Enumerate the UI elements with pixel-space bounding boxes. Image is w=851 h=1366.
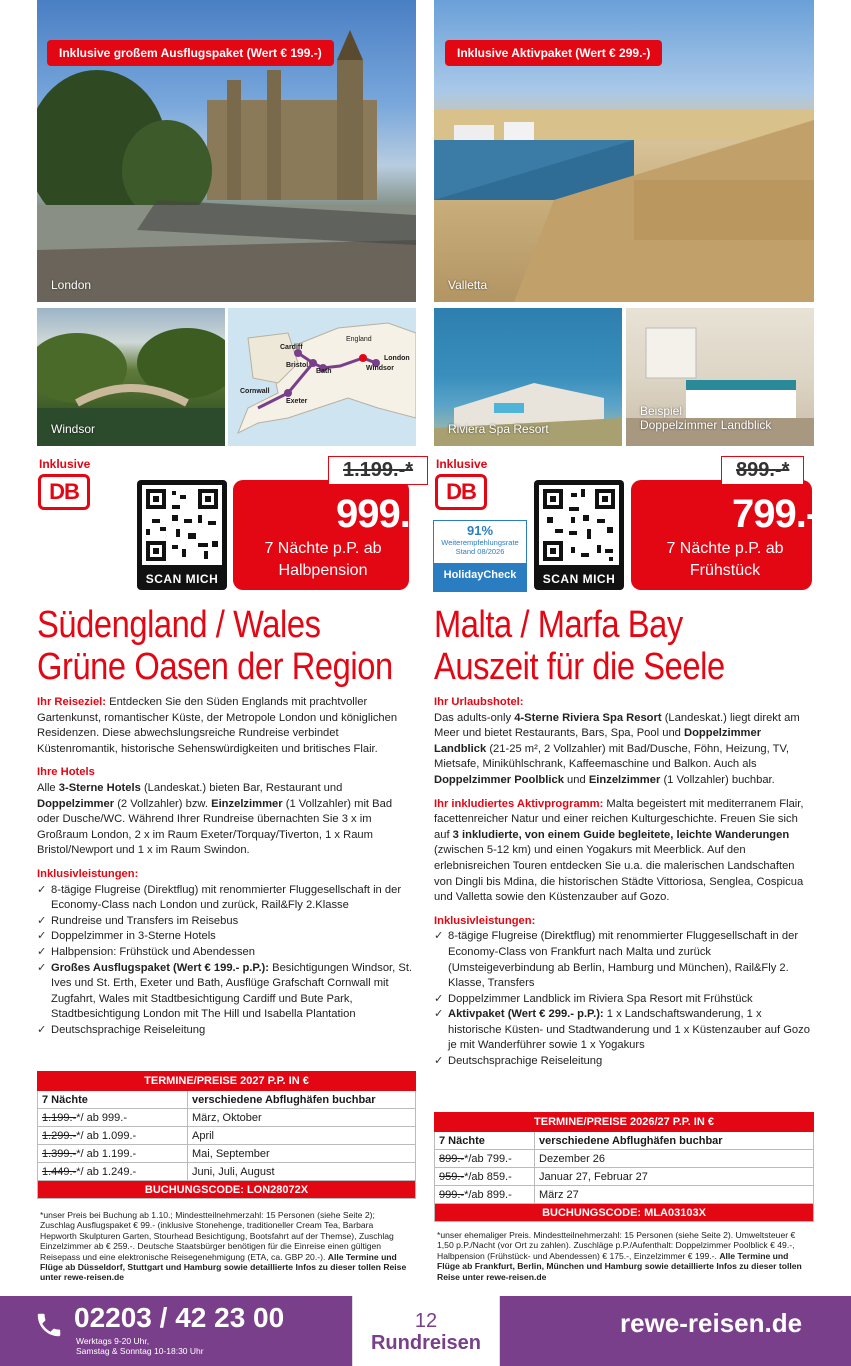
left-inkl-item: ✓ Doppelzimmer in 3-Sterne Hotels — [37, 929, 416, 945]
right-inklusive-label: Inklusive — [436, 457, 488, 471]
left-new-price: 999.- — [336, 492, 423, 536]
right-old-price: 899.-* — [721, 456, 804, 485]
table-row: 1.399.-*/ ab 1.199.- Mai, September — [38, 1145, 416, 1163]
right-inkl-item: ✓ Aktivpaket (Wert € 299.- p.P.): 1 x Landschaftswanderung, 1 x historische Küsten- und Stadtwanderung und 1 x Küstenzauber auf Gozo je mit Wanderführer sowie 1 x Yogakurs — [434, 1007, 814, 1054]
riviera-caption: Riviera Spa Resort — [448, 422, 549, 436]
right-nights-text: 7 Nächte p.P. ab Frühstück — [666, 540, 784, 579]
right-scan-label: SCAN MICH — [542, 572, 616, 586]
left-scan-label: SCAN MICH — [145, 572, 219, 586]
page-number: 12 — [414, 1310, 438, 1332]
right-qr-code[interactable] — [534, 480, 624, 590]
map-label-cornwall: Cornwall — [240, 388, 270, 395]
table-row: 999.-*/ab 899.- März 27 — [435, 1186, 814, 1204]
section-name: Rundreisen — [370, 1332, 482, 1354]
office-hours: Werktags 9-20 Uhr, Samstag & Sonntag 10-18:30 Uhr — [76, 1336, 204, 1356]
left-inkl-item: ✓ Großes Ausflugspaket (Wert € 199.- p.P.): Besichtigungen Windsor, St. Ives und St. Erth, Exeter und Bath, Ausflüge Grafschaft Cornwall mit Zugfahrt, Wales mit Stadtbesichtigung Cardiff und Bute Park, Stadtbesichtigung London mit The Hill und Isabella Plantation — [37, 961, 416, 1023]
right-title-2: Auszeit für die Seele — [434, 646, 725, 688]
right-price-table: TERMINE/PREISE 2026/27 P.P. IN € 7 Nächte verschiedene Abflughäfen buchbar 899.-*/ab 799.- Dezember 26 959.-*/ab 859.- Januar 27, Februar 27 999.-*/ab 899.- März 27 BUCHUNGSCODE: MLA03103X — [434, 1112, 814, 1222]
right-booking-code: BUCHUNGSCODE: MLA03103X — [435, 1204, 814, 1222]
valletta-caption: Valletta — [448, 278, 488, 292]
phone-number[interactable]: 02203 / 42 23 00 — [74, 1302, 285, 1333]
right-inkl-item: ✓ 8-tägige Flugreise (Direktflug) mit renommierter Fluggesellschaft in der Economy-Class von Frankfurt nach Malta und zurück (Umsteigeverbindung ab Berlin, Hamburg und München), Rail&Fly 2. Klasse, Transfers — [434, 929, 814, 991]
left-inkl-item: ✓ Rundreise und Transfers im Reisebus — [37, 914, 416, 930]
holidaycheck-badge: 91% Weiterempfehlungsrate Stand 08/2026 HolidayCheck — [433, 520, 527, 592]
left-body-text: Ihr Reiseziel: Entdecken Sie den Süden Englands mit prachtvoller Gartenkunst, romantischer Küste, der Metropole London und königlichen Residenzen. Diese abwechslungsreiche Rundreise verbindet Küstenromantik, historische Sehenswürdigkeiten und britisches Flair. Ihre Hotels Alle 3-Sterne Hotels (Landeskat.) bieten Bar, Restaurant und Doppelzimmer (2 Vollzahler) bzw. Einzelzimmer (1 Vollzahler) mit Bad oder Dusche/WC. Während Ihrer Rundreise übernachten Sie 3 x im Großraum London, 2 x im Raum Exeter/Torquay/Tiverton, 1 x Raum Bristol/Newport und 1 x im Raum Swindon. Inklusivleistungen: ✓ 8-tägige Flugreise (Direktflug) mit renommierter Fluggesellschaft in der Economy-Class nach London und zurück, Rail&Fly 2.Klasse ✓ Rundreise und Transfers im Reisebus ✓ Doppelzimmer in 3-Sterne Hotels ✓ Halbpension: Frühstück und Abendessen ✓ Großes Ausflugspaket (Wert € 199.- p.P.): Besichtigungen Windsor, St. Ives und St. Erth, Exeter und Bath, Ausflüge Grafschaft Cornwall mit Zugfahrt, Wales mit Stadtbesichtigung Cardiff und Bute Park, Stadtbesichtigung London mit The Hill und Isabella Plantation ✓ Deutschsprachige Reiseleitung — [37, 695, 416, 1038]
page-number-box — [352, 1296, 500, 1366]
table-row: 1.199.-*/ ab 999.- März, Oktober — [38, 1109, 416, 1127]
right-new-price: 799.- — [732, 492, 819, 536]
right-package-badge: Inklusive Aktivpaket (Wert € 299.-) — [445, 40, 662, 66]
table-row: 959.-*/ab 859.- Januar 27, Februar 27 — [435, 1168, 814, 1186]
room-caption: Beispiel Doppelzimmer Landblick — [640, 404, 772, 432]
map-label-london: London — [384, 355, 410, 362]
right-body-text: Ihr Urlaubshotel: Das adults-only 4-Sterne Riviera Spa Resort (Landeskat.) liegt direkt am Meer und bietet Restaurants, Bars, Spa, Pool und Doppelzimmer Landblick (21-25 m², 2 Vollzahler) mit Bad/Dusche, Föhn, Heizung, TV, Mietsafe, Minikühlschrank, Kaffeemaschine und Balkon. Auch als Doppelzimmer Poolblick und Einzelzimmer (1 Vollzahler) buchbar. Ihr inkludiertes Aktivprogramm: Malta begeistert mit mediterranem Flair, facettenreicher Natur und einer reichen Kulturgeschichte. Freuen Sie sich auf 3 inkludierte, von einem Guide begleitete, leichte Wanderungen (zwischen 5-12 km) und einen Yogakurs mit Meerblick. Auf den erlebnisreichen Touren entdecken Sie u.a. die malerischen Landschaften von Dingli bis Mdina, die historischen Städte Vittoriosa, Senglea, Cospicua und Valletta sowie den Küstenzauber auf Gozo. Inklusivleistungen: ✓ 8-tägige Flugreise (Direktflug) mit renommierter Fluggesellschaft in der Economy-Class von Frankfurt nach Malta und zurück (Umsteigeverbindung ab Berlin, Hamburg und München), Rail&Fly 2. Klasse, Transfers ✓ Doppelzimmer Landblick im Riviera Spa Resort mit Frühstück ✓ Aktivpaket (Wert € 299.- p.P.): 1 x Landschaftswanderung, 1 x historische Küsten- und Stadtwanderung und 1 x Küstenzauber auf Gozo je mit Wanderführer sowie 1 x Yogakurs ✓ Deutschsprachige Reiseleitung — [434, 695, 814, 1070]
left-old-price: 1.199.-* — [328, 456, 428, 485]
map-label-bristol: Bristol — [286, 362, 309, 369]
table-row: 1.299.-*/ ab 1.099.- April — [38, 1127, 416, 1145]
route-map — [228, 308, 416, 446]
left-inkl-item: ✓ Halbpension: Frühstück und Abendessen — [37, 945, 416, 961]
left-inkl-item: ✓ Deutschsprachige Reiseleitung — [37, 1023, 416, 1039]
table-row: 1.449.-*/ ab 1.249.- Juni, Juli, August — [38, 1163, 416, 1181]
right-inkl-item: ✓ Doppelzimmer Landblick im Riviera Spa Resort mit Frühstück — [434, 992, 814, 1008]
map-label-england: England — [346, 336, 372, 343]
left-nights-text: 7 Nächte p.P. ab Halbpension — [264, 540, 382, 579]
left-title-1: Südengland / Wales — [37, 604, 321, 646]
map-label-cardiff: Cardiff — [280, 344, 303, 351]
right-title-1: Malta / Marfa Bay — [434, 604, 683, 646]
website-link[interactable]: rewe-reisen.de — [620, 1308, 803, 1338]
map-label-windsor: Windsor — [366, 365, 394, 372]
map-label-bath: Bath — [316, 368, 332, 375]
windsor-caption: Windsor — [51, 422, 96, 436]
left-title-2: Grüne Oasen der Region — [37, 646, 393, 688]
db-logo: DB — [435, 474, 487, 510]
left-inkl-item: ✓ 8-tägige Flugreise (Direktflug) mit renommierter Fluggesellschaft in der Economy-Class nach London und zurück, Rail&Fly 2.Klasse — [37, 883, 416, 914]
map-label-exeter: Exeter — [286, 398, 308, 405]
left-qr-code[interactable] — [137, 480, 227, 590]
left-inklusive-label: Inklusive — [39, 457, 91, 471]
phone-icon — [34, 1310, 64, 1340]
left-booking-code: BUCHUNGSCODE: LON28072X — [38, 1181, 416, 1199]
left-footnote: *unser Preis bei Buchung ab 1.10.; Mindestteilnehmerzahl: 15 Personen (siehe Seite 2); Zuschlag Ausflugspaket € 99.- (inklusive Stonehenge, traditioneller Cream Tea, Barbara Hepworth Skulpturen Garten, Stourhead Besichtigung, Bootsfahrt auf der Themse), Zuschlag Einzelzimmer ab € 259.-. Deutsche Staatsbürger benötigen für die Einreise einen gültigen Reisepass und eine elektronische Reisegenehmigung (ETA, ca. GBP 20.-). Alle Termine und Flüge ab Düsseldorf, Stuttgart und Hamburg sowie detaillierte Infos zu dieser tollen Reise unter rewe-reisen.de — [40, 1210, 407, 1283]
right-inkl-item: ✓ Deutschsprachige Reiseleitung — [434, 1054, 814, 1070]
db-logo: DB — [38, 474, 90, 510]
table-row: 899.-*/ab 799.- Dezember 26 — [435, 1150, 814, 1168]
footer-bar — [0, 1296, 851, 1366]
left-package-badge: Inklusive großem Ausflugspaket (Wert € 199.-) — [47, 40, 334, 66]
london-caption: London — [51, 278, 92, 292]
right-footnote: *unser ehemaliger Preis. Mindestteilnehmerzahl: 15 Personen (siehe Seite 2). Umweltsteuer € 1,50 p.P./Nacht (vor Ort zu zahlen). Zuschläge p.P./Aufenthalt: Doppelzimmer Poolblick € 49.-, Halbpension (Frühstück- und Abendessen) € 175.-, Einzelzimmer € 199.-. Alle Termine und Flüge ab Frankfurt, Berlin, München und Hamburg sowie detaillierte Infos zu dieser tollen Reise unter rewe-reisen.de — [437, 1230, 802, 1282]
left-price-table: TERMINE/PREISE 2027 P.P. IN € 7 Nächte verschiedene Abflughäfen buchbar 1.199.-*/ ab 999.- März, Oktober 1.299.-*/ ab 1.099.- April 1.399.-*/ ab 1.199.- Mai, September 1.449.-*/ ab 1.249.- Juni, Juli, August BUCHUNGSCODE: LON28072X — [37, 1071, 416, 1199]
